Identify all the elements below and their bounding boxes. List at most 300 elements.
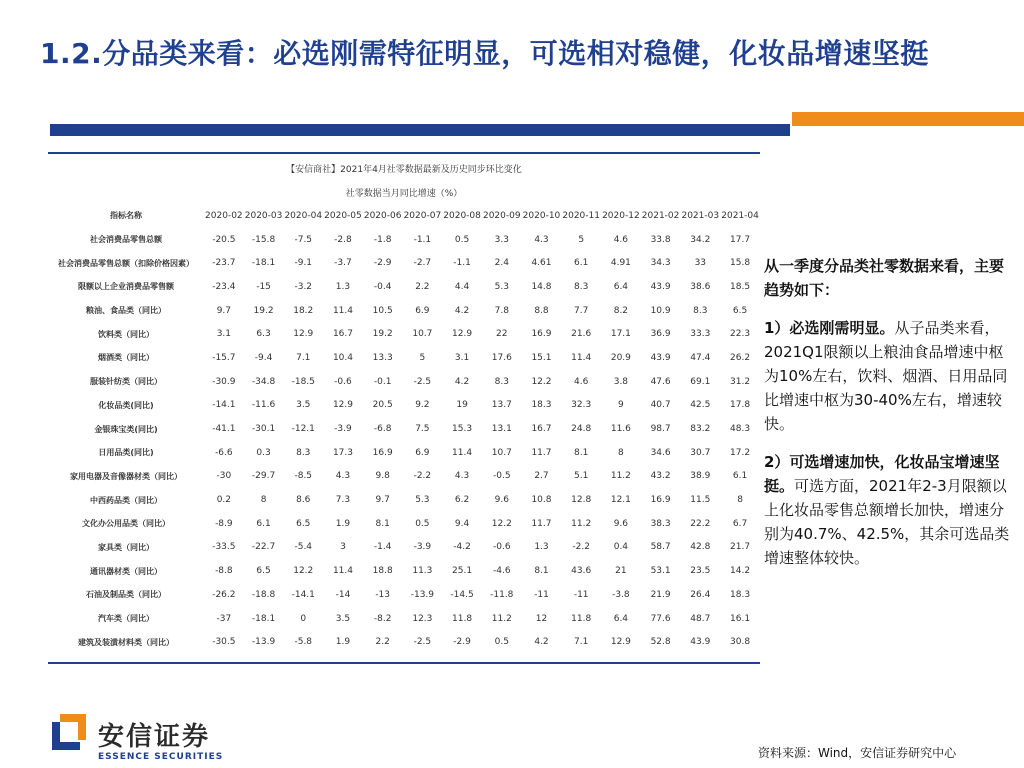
table-cell: 7.1 <box>574 637 589 648</box>
table-cell: 3.8 <box>613 376 629 387</box>
table-cell: 34.2 <box>690 234 711 245</box>
table-cell: 25.1 <box>452 566 473 577</box>
table-cell: 4.2 <box>454 305 470 316</box>
table-cell: 0.5 <box>494 637 509 648</box>
table-cell: 12.2 <box>491 518 512 529</box>
table-cell: 10.5 <box>372 305 393 316</box>
table-cell: 8.3 <box>693 305 708 316</box>
table-cell: 11.4 <box>332 566 353 577</box>
table-cell: 34.3 <box>650 258 671 269</box>
header-indicator-name: 指标名称 <box>110 211 142 221</box>
table-cell: -0.4 <box>373 281 392 292</box>
table-cell: 40.7 <box>650 400 671 411</box>
row-indicator-name: 中西药品类（同比） <box>90 495 162 505</box>
table-cell: -11.6 <box>251 400 276 411</box>
table-cell: -8.2 <box>373 613 392 624</box>
summary-point-2-head: 2）可选增速加快，化妆品宝增速坚挺。 <box>764 453 1000 495</box>
column-header: 2021-04 <box>721 210 759 221</box>
table-cell: -4.6 <box>492 566 511 577</box>
table-cell: 42.5 <box>690 400 711 411</box>
table-cell: 43.9 <box>650 281 671 292</box>
table-cell: 11.4 <box>571 352 592 363</box>
table-cell: 16.7 <box>531 424 552 435</box>
table-cell: 10.8 <box>531 495 552 506</box>
table-cell: 8 <box>737 495 743 506</box>
summary-panel <box>764 254 1014 584</box>
table-cell: -22.7 <box>251 542 276 553</box>
table-cell: 21.6 <box>571 329 592 340</box>
table-cell: -9.4 <box>254 352 273 363</box>
table-cell: 12.2 <box>531 376 552 387</box>
column-header: 2020-07 <box>403 210 442 221</box>
column-header: 2020-03 <box>244 210 283 221</box>
table-cell: 12.1 <box>610 495 631 506</box>
table-cell: 12 <box>535 613 548 624</box>
table-row <box>48 251 760 275</box>
table-cell: 42.8 <box>690 542 711 553</box>
table-cell: -41.1 <box>212 424 236 435</box>
table-cell: 5 <box>419 352 426 363</box>
title-divider-bar <box>50 124 790 136</box>
logo-chinese-name: 安信证券 <box>98 722 211 752</box>
table-cell: 11.4 <box>452 447 473 458</box>
row-indicator-name: 粮油、食品类（同比） <box>86 306 166 316</box>
table-cell: 23.5 <box>690 566 711 577</box>
table-cell: 43.9 <box>650 352 671 363</box>
table-cell: -2.2 <box>413 471 432 482</box>
table-cell: 30.7 <box>690 447 711 458</box>
table-cell: 2.7 <box>534 471 549 482</box>
table-cell: 3.1 <box>216 329 232 340</box>
table-cell: 34.6 <box>650 447 671 458</box>
table-row <box>48 630 760 654</box>
table-cell: 4.3 <box>454 471 470 482</box>
summary-intro: 从一季度分品类社零数据来看，主要趋势如下： <box>764 257 1005 299</box>
table-cell: 18.3 <box>531 400 552 411</box>
table-cell: 33 <box>694 258 707 269</box>
table-cell: 9.2 <box>415 400 430 411</box>
summary-point-1 <box>764 316 1014 436</box>
table-cell: 8.2 <box>613 305 629 316</box>
table-cell: 18.3 <box>730 589 751 600</box>
table-row <box>48 275 760 299</box>
table-cell: 58.7 <box>650 542 671 553</box>
table-cell: 3.5 <box>335 613 351 624</box>
table-cell: 33.3 <box>690 329 711 340</box>
table-cell: -12.1 <box>291 424 315 435</box>
table-cell: 18.5 <box>730 281 751 292</box>
table-cell: -30.5 <box>212 637 236 648</box>
table-cell: 83.2 <box>690 424 711 435</box>
table-cell: -3.9 <box>334 424 352 435</box>
table-cell: -18.8 <box>251 589 276 600</box>
table-cell: -13 <box>375 589 391 600</box>
table-cell: 11.2 <box>610 471 631 482</box>
table-cell: 4.6 <box>574 376 589 387</box>
table-cell: -5.4 <box>294 542 313 553</box>
row-indicator-name: 通讯器材类（同比） <box>90 566 162 576</box>
table-cell: 6.9 <box>415 305 430 316</box>
row-indicator-name: 社会消费品零售总额 <box>90 235 162 245</box>
table-cell: -13.9 <box>251 637 276 648</box>
table-cell: 8 <box>618 447 624 458</box>
table-cell: -14.5 <box>450 589 474 600</box>
table-cell: -3.8 <box>612 589 630 600</box>
table-cell: 4.2 <box>454 376 470 387</box>
table-cell: -8.5 <box>294 471 313 482</box>
table-cell: 32.3 <box>571 400 592 411</box>
column-header: 2020-09 <box>482 210 521 221</box>
table-cell: 20.9 <box>610 352 631 363</box>
table-cell: 6.4 <box>613 281 629 292</box>
table-cell: -2.9 <box>373 258 392 269</box>
row-indicator-name: 日用品类(同比) <box>98 448 154 458</box>
table-cell: 15.8 <box>730 258 751 269</box>
table-cell: 5 <box>578 234 585 245</box>
table-cell: 3.5 <box>296 400 311 411</box>
column-header: 2020-02 <box>205 210 243 221</box>
table-bottom-rule <box>48 662 760 664</box>
table-cell: -2.2 <box>572 542 590 553</box>
table-cell: 30.8 <box>730 637 751 648</box>
row-indicator-name: 社会消费品零售总额（扣除价格因素） <box>58 258 194 268</box>
table-cell: -18.5 <box>291 376 315 387</box>
table-cell: 11.4 <box>332 305 353 316</box>
table-body <box>48 228 760 654</box>
table-cell: 12.9 <box>293 329 314 340</box>
table-cell: 8.8 <box>534 305 549 316</box>
source-note: 资料来源：Wind，安信证券研究中心 <box>758 746 957 760</box>
table-cell: 11.5 <box>690 495 711 506</box>
table-cell: 21.9 <box>650 589 671 600</box>
column-header: 2020-06 <box>363 210 402 221</box>
table-cell: -11 <box>534 589 549 600</box>
column-header: 2021-02 <box>641 210 680 221</box>
table-cell: 19 <box>456 400 468 411</box>
table-row <box>48 346 760 370</box>
table-cell: -1.8 <box>373 234 392 245</box>
table-cell: -4.2 <box>453 542 471 553</box>
table-cell: 4.3 <box>534 234 549 245</box>
title-accent-bar <box>792 112 1024 126</box>
table-cell: 8 <box>260 495 267 506</box>
table-cell: 98.7 <box>650 424 671 435</box>
page-title: 1.2.分品类来看：必选刚需特征明显，可选相对稳健，化妆品增速坚挺 <box>40 37 929 70</box>
table-cell: 6.5 <box>732 305 748 316</box>
table-cell: 7.7 <box>574 305 589 316</box>
table-cell: -9.1 <box>294 258 313 269</box>
table-cell: 26.2 <box>730 352 751 363</box>
table-cell: -30.1 <box>251 424 276 435</box>
table-cell: -1.1 <box>413 234 432 245</box>
table-cell: 11.8 <box>571 613 592 624</box>
table-cell: -8.8 <box>215 566 233 577</box>
table-cell: 3 <box>340 542 346 553</box>
table-cell: 8.3 <box>494 376 509 387</box>
table-cell: 17.2 <box>730 447 751 458</box>
table-cell: 0.3 <box>256 447 271 458</box>
table-cell: 4.6 <box>613 234 629 245</box>
table-cell: 6.9 <box>415 447 430 458</box>
column-header: 2020-10 <box>522 210 561 221</box>
table-cell: 9.6 <box>494 495 509 506</box>
table-cell: 7.8 <box>494 305 509 316</box>
table-cell: 12.3 <box>412 613 433 624</box>
summary-point-2-body: 可选方面，2021年2-3月限额以上化妆品零售总额增长加快，增速分别为40.7%、42.5%，其余可选品类增速整体较快。 <box>764 477 1010 567</box>
table-cell: 7.5 <box>415 424 430 435</box>
table-cell: -2.5 <box>413 376 432 387</box>
summary-point-2 <box>764 450 1014 570</box>
table-cell: 16.7 <box>332 329 353 340</box>
table-cell: -3.9 <box>413 542 432 553</box>
column-header: 2020-05 <box>324 210 362 221</box>
table-cell: -2.5 <box>413 637 432 648</box>
table-cell: 4.4 <box>454 281 470 292</box>
table-cell: 18.2 <box>293 305 314 316</box>
table-cell: 4.61 <box>531 258 552 269</box>
row-indicator-name: 汽车类（同比） <box>98 614 154 624</box>
summary-point-1-head: 1）必选刚需明显。 <box>764 319 895 337</box>
table-cell: 12.9 <box>610 637 631 648</box>
row-indicator-name: 石油及制品类（同比） <box>86 590 166 600</box>
table-cell: -11.8 <box>490 589 514 600</box>
table-cell: 6.1 <box>732 471 748 482</box>
table-cell: 26.4 <box>690 589 711 600</box>
row-indicator-name: 烟酒类（同比） <box>98 353 154 363</box>
table-cell: 77.6 <box>650 613 671 624</box>
row-indicator-name: 金银珠宝类(同比) <box>94 424 158 434</box>
table-cell: -34.8 <box>251 376 276 387</box>
table-cell: 13.1 <box>491 424 512 435</box>
table-cell: -1.4 <box>373 542 392 553</box>
table-cell: 43.9 <box>690 637 711 648</box>
table-cell: -3.2 <box>294 281 313 292</box>
table-cell: 15.3 <box>452 424 473 435</box>
table-cell: 31.2 <box>730 376 751 387</box>
table-cell: 6.2 <box>454 495 470 506</box>
table-cell: 4.91 <box>610 258 631 269</box>
table-row <box>48 228 760 252</box>
table-cell: -18.1 <box>251 258 276 269</box>
table-cell: 6.5 <box>256 566 271 577</box>
table-cell: 36.9 <box>650 329 671 340</box>
table-cell: 47.6 <box>650 376 671 387</box>
table-cell: 9.8 <box>375 471 390 482</box>
table-cell: 38.6 <box>690 281 711 292</box>
table-cell: 2.4 <box>494 258 509 269</box>
table-row <box>48 488 760 512</box>
table-cell: 12.2 <box>293 566 314 577</box>
table-cell: 7.3 <box>335 495 351 506</box>
table-cell: 1.3 <box>534 542 549 553</box>
table-cell: -14.1 <box>212 400 236 411</box>
table-cell: 8.1 <box>534 566 549 577</box>
table-cell: 52.8 <box>650 637 671 648</box>
table-cell: 69.1 <box>690 376 711 387</box>
table-cell: 0.5 <box>415 518 430 529</box>
table-cell: -0.5 <box>492 471 511 482</box>
table-cell: 12.9 <box>452 329 473 340</box>
row-indicator-name: 家具类（同比） <box>98 542 154 552</box>
table-cell: 3.3 <box>494 234 509 245</box>
table-cell: 19.2 <box>253 305 274 316</box>
table-cell: -1.1 <box>453 258 471 269</box>
table-row <box>48 299 760 323</box>
table-cell: 9.7 <box>216 305 232 316</box>
table-cell: -7.5 <box>294 234 313 245</box>
table-cell: 0.2 <box>216 495 232 506</box>
table-cell: 17.3 <box>332 447 353 458</box>
row-indicator-name: 服装针纺类（同比） <box>90 377 162 387</box>
table-cell: 6.1 <box>256 518 271 529</box>
column-header: 2020-08 <box>443 210 481 221</box>
table-cell: 8.6 <box>296 495 311 506</box>
table-cell: 6.5 <box>296 518 311 529</box>
retail-sales-table <box>48 204 760 654</box>
table-cell: -2.7 <box>413 258 432 269</box>
table-cell: 0.5 <box>454 234 470 245</box>
table-cell: 21 <box>615 566 627 577</box>
table-cell: 11.2 <box>571 518 592 529</box>
table-cell: 10.9 <box>650 305 671 316</box>
table-cell: -6.6 <box>215 447 233 458</box>
logo-english-name: ESSENCE SECURITIES <box>98 752 224 762</box>
table-cell: 11.2 <box>491 613 512 624</box>
table-cell: 48.3 <box>730 424 751 435</box>
table-cell: 0.4 <box>613 542 629 553</box>
table-row <box>48 559 760 583</box>
table-cell: 16.9 <box>650 495 671 506</box>
table-cell: 11.8 <box>452 613 473 624</box>
table-cell: 6.1 <box>574 258 589 269</box>
table-cell: 1.3 <box>335 281 351 292</box>
table-cell: -23.7 <box>212 258 236 269</box>
table-cell: -37 <box>216 613 232 624</box>
table-cell: 6.4 <box>613 613 629 624</box>
table-top-rule <box>48 152 760 154</box>
table-cell: -6.8 <box>373 424 392 435</box>
table-row <box>48 394 760 418</box>
row-indicator-name: 家用电器及音像器材类（同比） <box>70 471 182 481</box>
table-row <box>48 607 760 631</box>
table-cell: 10.7 <box>491 447 512 458</box>
table-cell: 16.1 <box>730 613 751 624</box>
row-indicator-name: 限额以上企业消费品零售额 <box>78 282 174 292</box>
table-cell: 15.1 <box>531 352 552 363</box>
row-indicator-name: 文化办公用品类（同比） <box>82 519 170 529</box>
table-cell: 2.2 <box>375 637 390 648</box>
table-cell: -11 <box>573 589 589 600</box>
table-cell: 19.2 <box>372 329 393 340</box>
table-cell: 12.9 <box>332 400 353 411</box>
row-indicator-name: 饮料类（同比） <box>98 329 154 339</box>
table-cell: 5.1 <box>574 471 589 482</box>
table-cell: 17.6 <box>491 352 512 363</box>
table-cell: 5.3 <box>415 495 430 506</box>
table-cell: 21.7 <box>730 542 751 553</box>
table-cell: 8.1 <box>574 447 589 458</box>
table-cell: 4.2 <box>534 637 549 648</box>
table-cell: 0 <box>300 613 307 624</box>
table-cell: 43.6 <box>571 566 592 577</box>
table-cell: 11.3 <box>412 566 433 577</box>
table-cell: 48.7 <box>690 613 711 624</box>
table-cell: -0.6 <box>334 376 352 387</box>
column-header: 2020-04 <box>284 210 323 221</box>
table-cell: -18.1 <box>251 613 276 624</box>
table-cell: 11.7 <box>531 518 552 529</box>
column-header: 2020-12 <box>602 210 640 221</box>
table-cell: 16.9 <box>531 329 552 340</box>
table-row <box>48 583 760 607</box>
table-cell: -0.1 <box>373 376 392 387</box>
table-cell: -26.2 <box>212 589 236 600</box>
table-cell: -20.5 <box>212 234 236 245</box>
table-cell: 8.1 <box>375 518 390 529</box>
row-indicator-name: 建筑及装潢材料类（同比） <box>78 637 174 647</box>
table-cell: -33.5 <box>212 542 236 553</box>
table-cell: 22 <box>496 329 508 340</box>
table-cell: -15.8 <box>251 234 276 245</box>
table-cell: -5.8 <box>294 637 313 648</box>
table-cell: 10.7 <box>412 329 433 340</box>
table-cell: 9 <box>618 400 624 411</box>
data-table-panel <box>48 152 760 664</box>
table-cell: 14.2 <box>730 566 751 577</box>
table-cell: 22.3 <box>730 329 751 340</box>
table-cell: 9.6 <box>613 518 629 529</box>
essence-logo-icon <box>50 710 90 752</box>
table-cell: 16.9 <box>372 447 393 458</box>
table-cell: -23.4 <box>212 281 236 292</box>
table-cell: -2.9 <box>453 637 471 648</box>
table-cell: 24.8 <box>571 424 592 435</box>
table-cell: 11.6 <box>610 424 631 435</box>
table-cell: 6.7 <box>732 518 748 529</box>
table-cell: 11.7 <box>531 447 552 458</box>
table-cell: 8.3 <box>574 281 589 292</box>
table-cell: 2.2 <box>415 281 430 292</box>
table-cell: 17.7 <box>730 234 751 245</box>
table-cell: 6.3 <box>256 329 271 340</box>
table-cell: -14 <box>335 589 351 600</box>
summary-point-1-body: 从子品类来看，2021Q1限额以上粮油食品增速中枢为10%左右，饮料、烟酒、日用品同比增速中枢为30-40%左右，增速较快。 <box>764 319 1008 433</box>
table-cell: -15 <box>256 281 271 292</box>
table-row <box>48 441 760 465</box>
table-cell: -30.9 <box>212 376 236 387</box>
table-cell: 13.7 <box>491 400 512 411</box>
table-row <box>48 417 760 441</box>
table-cell: 17.8 <box>730 400 751 411</box>
table-cell: 12.8 <box>571 495 592 506</box>
row-indicator-name: 化妆品类(同比) <box>98 400 154 410</box>
table-cell: -15.7 <box>212 352 236 363</box>
table-cell: -13.9 <box>410 589 435 600</box>
table-cell: 9.4 <box>454 518 470 529</box>
table-header-row <box>48 204 760 228</box>
table-cell: 1.9 <box>335 637 351 648</box>
table-cell: 43.2 <box>650 471 671 482</box>
table-cell: -14.1 <box>291 589 315 600</box>
table-cell: 14.8 <box>531 281 552 292</box>
table-cell: -29.7 <box>251 471 276 482</box>
table-row <box>48 465 760 489</box>
company-logo <box>50 710 250 764</box>
table-cell: 18.8 <box>372 566 393 577</box>
table-row <box>48 512 760 536</box>
table-cell: -8.9 <box>215 518 233 529</box>
table-cell: -2.8 <box>334 234 352 245</box>
